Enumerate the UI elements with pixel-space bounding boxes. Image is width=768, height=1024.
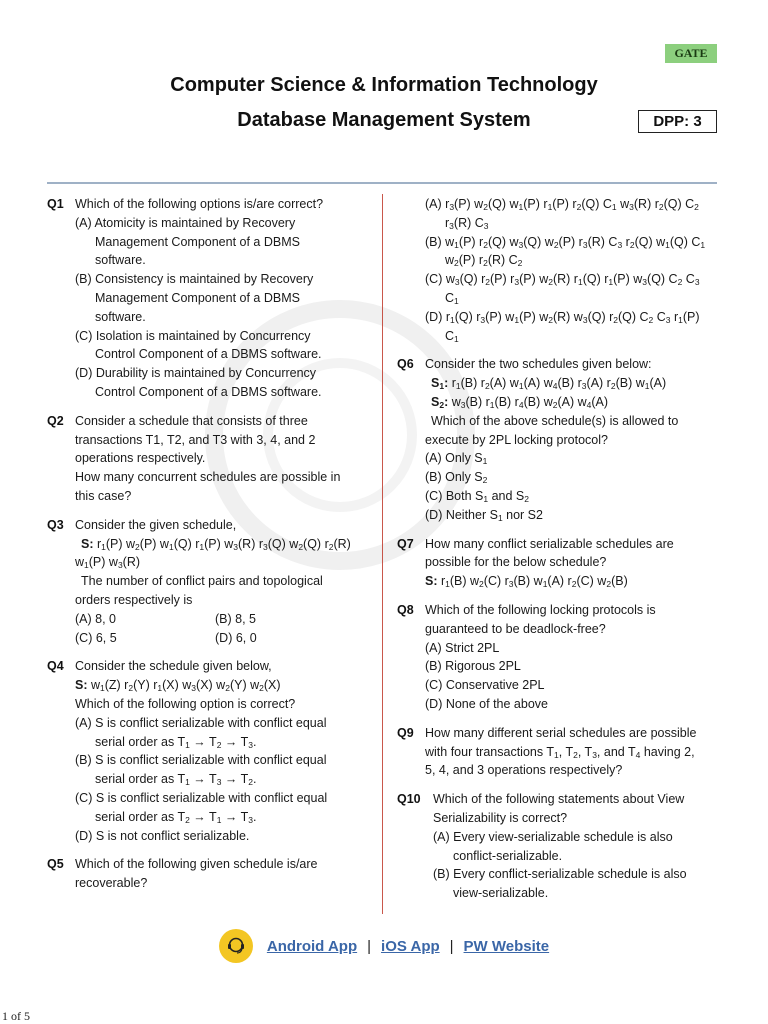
option-text: (D) 6, 0 [215, 630, 257, 645]
question-block [397, 790, 717, 903]
question-line: S: $r_1(B)$ $w_2(C)$ $r_3(B)$ $w_1(A)$ $r_2(C)$ $w_2(B)$ [425, 574, 628, 590]
footer-links [0, 929, 768, 963]
question-number: Q2 [47, 413, 64, 428]
question-line: (D) $r_1(Q)$ $r_3(P)$ $w_1(P)$ $w_2(R)$ $w_3(Q)$ $r_2(Q)$ $C_2$ $C_3$ $r_1(P)$ [425, 309, 700, 325]
customer-service-icon [219, 929, 253, 963]
column-divider [382, 194, 383, 914]
question-line: operations respectively. [75, 451, 206, 466]
question-block [47, 412, 365, 506]
question-line: Serializability is correct? [433, 810, 568, 825]
question-line: (A) Atomicity is maintained by Recovery [75, 215, 296, 230]
question-line: serial order as $T_1 \to T_3 \to T_2$. [95, 772, 257, 788]
separator: | [449, 937, 454, 955]
question-block [397, 601, 717, 714]
question-line: Which of the above schedule(s) is allowed to [431, 413, 679, 428]
question-line: $C_1$ [445, 290, 459, 306]
page-number: 1 of 5 [2, 1009, 30, 1023]
question-line: (B) $w_1(P)$ $r_2(Q)$ $w_3(Q)$ $w_2(P)$ $r_3(R)$ $C_3$ $r_2(Q)$ $w_1(Q)$ $C_1$ [425, 234, 706, 250]
question-line: serial order as $T_2 \to T_1 \to T_3$. [95, 809, 257, 825]
question-line: $w_2(P)$ $r_2(R)$ $C_2$ [445, 253, 523, 269]
question-line: (A) $r_3(P)$ $w_2(Q)$ $w_1(P)$ $r_1(P)$ $r_2(Q)$ $C_1$ $w_3(R)$ $r_2(Q)$ $C_2$ [425, 197, 699, 212]
question-number: Q6 [397, 357, 414, 372]
question-line: possible for the below schedule? [425, 555, 607, 570]
question-line: transactions T1, T2, and T3 with 3, 4, and 2 [75, 432, 316, 447]
question-line: (A) S is conflict serializable with conflict equal [75, 715, 327, 730]
question-line: Consider the schedule given below, [75, 659, 272, 674]
option-text: (B) 8, 5 [215, 611, 256, 626]
question-line: recoverable? [75, 876, 148, 891]
question-block [47, 855, 365, 893]
pw-website-link[interactable]: PW Website [463, 937, 550, 955]
option-row [75, 629, 365, 648]
question-number: Q7 [397, 536, 414, 551]
question-block [397, 724, 717, 780]
question-line: guaranteed to be deadlock-free? [425, 621, 606, 636]
question-line: this case? [75, 488, 132, 503]
question-line: Control Component of a DBMS software. [95, 347, 322, 362]
option-text: (C) 6, 5 [75, 630, 117, 645]
question-line: Management Component of a DBMS [95, 290, 300, 305]
right-column [397, 195, 717, 913]
question-line: (A) Only $S_1$ [425, 451, 488, 467]
question-line: (B) Only $S_2$ [425, 470, 488, 486]
question-line: S: $w_1(Z)$ $r_2(Y)$ $r_1(X)$ $w_3(X)$ $w_2(Y)$ $w_2(X)$ [75, 678, 281, 694]
question-line: (B) Every conflict-serializable schedule is also [433, 867, 687, 882]
question-line: Management Component of a DBMS [95, 234, 300, 249]
question-block [47, 516, 365, 648]
separator: | [367, 937, 372, 955]
question-line: (D) S is not conflict serializable. [75, 828, 250, 843]
question-block [47, 195, 365, 402]
question-line: Control Component of a DBMS software. [95, 384, 322, 399]
question-line: software. [95, 253, 146, 268]
question-line: 5, 4, and 3 operations respectively? [425, 763, 623, 778]
page-subtitle: Database Management System [237, 109, 531, 131]
dpp-badge: DPP: 3 [638, 110, 717, 133]
question-line: (C) Both $S_1$ and $S_2$ [425, 488, 529, 504]
question-line: Consider a schedule that consists of three [75, 413, 308, 428]
question-block [397, 195, 717, 345]
question-number: Q5 [47, 857, 64, 872]
question-line: execute by 2PL locking protocol? [425, 432, 608, 447]
question-line: How many conflict serializable schedules are [425, 536, 674, 551]
question-number: Q4 [47, 659, 64, 674]
question-line: (C) Isolation is maintained by Concurrency [75, 328, 311, 343]
question-number: Q8 [397, 602, 414, 617]
ios-app-link[interactable]: iOS App [381, 937, 440, 955]
question-block [397, 355, 717, 524]
question-line: (D) Durability is maintained by Concurrency [75, 366, 317, 381]
question-line: software. [95, 309, 146, 324]
question-line: (C) $w_3(Q)$ $r_2(P)$ $r_3(P)$ $w_2(R)$ $r_1(Q)$ $r_1(P)$ $w_3(Q)$ $C_2$ $C_3$ [425, 272, 700, 288]
question-line: (B) Rigorous 2PL [425, 659, 521, 674]
question-line: conflict-serializable. [453, 848, 563, 863]
question-line: Which of the following option is correct? [75, 696, 296, 711]
question-number: Q3 [47, 517, 64, 532]
question-line: The number of conflict pairs and topological [81, 574, 323, 589]
question-line: $r_3(R)$ $C_3$ [445, 215, 489, 231]
question-block [47, 657, 365, 845]
question-line: (C) S is conflict serializable with conflict equal [75, 790, 328, 805]
question-line: $C_1$ [445, 328, 459, 344]
question-number: Q1 [47, 197, 64, 211]
question-line: Which of the following given schedule is/are [75, 857, 318, 872]
question-line: $S_1$: $r_1(B)$ $r_2(A)$ $w_1(A)$ $w_4(B)$ $r_3(A)$ $r_2(B)$ $w_1(A)$ [431, 376, 667, 392]
header-divider [47, 182, 717, 184]
question-line: Consider the two schedules given below: [425, 357, 652, 372]
question-line: (A) Every view-serializable schedule is also [433, 829, 673, 844]
question-line: (A) Strict 2PL [425, 640, 500, 655]
option-text: (A) 8, 0 [75, 611, 116, 626]
question-block [397, 535, 717, 591]
question-line: $w_1(P)$ $w_3(R)$ [75, 555, 141, 571]
question-line: (B) Consistency is maintained by Recovery [75, 272, 314, 287]
question-line: with four transactions $T_1$, $T_2$, $T_3$, and $T_4$ having 2, [425, 744, 695, 760]
question-line: S: $r_1(P)$ $w_2(P)$ $w_1(Q)$ $r_1(P)$ $w_3(R)$ $r_3(Q)$ $w_2(Q)$ $r_2(R)$ [81, 536, 351, 552]
question-line: (B) S is conflict serializable with conflict equal [75, 753, 327, 768]
question-line: Consider the given schedule, [75, 517, 237, 532]
question-line: (D) None of the above [425, 696, 548, 711]
exam-tag: GATE [665, 44, 717, 63]
question-line: How many concurrent schedules are possible in [75, 470, 341, 485]
question-line: orders respectively is [75, 592, 193, 607]
option-row [75, 610, 365, 629]
question-line: $S_2$: $w_3(B)$ $r_1(B)$ $r_4(B)$ $w_2(A)$ $w_4(A)$ [431, 394, 609, 410]
question-line: serial order as $T_1 \to T_2 \to T_3$. [95, 734, 257, 750]
android-app-link[interactable]: Android App [266, 937, 358, 955]
question-line: (C) Conservative 2PL [425, 678, 545, 693]
left-column [47, 195, 365, 903]
question-line: How many different serial schedules are possible [425, 725, 697, 740]
question-line: (D) Neither $S_1$ nor S2 [425, 507, 543, 523]
question-line: view-serializable. [453, 886, 549, 901]
page-title: Computer Science & Information Technology [170, 74, 598, 96]
question-line: Which of the following options is/are correct? [75, 197, 324, 211]
question-line: Which of the following locking protocols is [425, 602, 656, 617]
question-number: Q10 [397, 792, 421, 807]
question-number: Q9 [397, 725, 414, 740]
question-line: Which of the following statements about View [433, 792, 685, 807]
